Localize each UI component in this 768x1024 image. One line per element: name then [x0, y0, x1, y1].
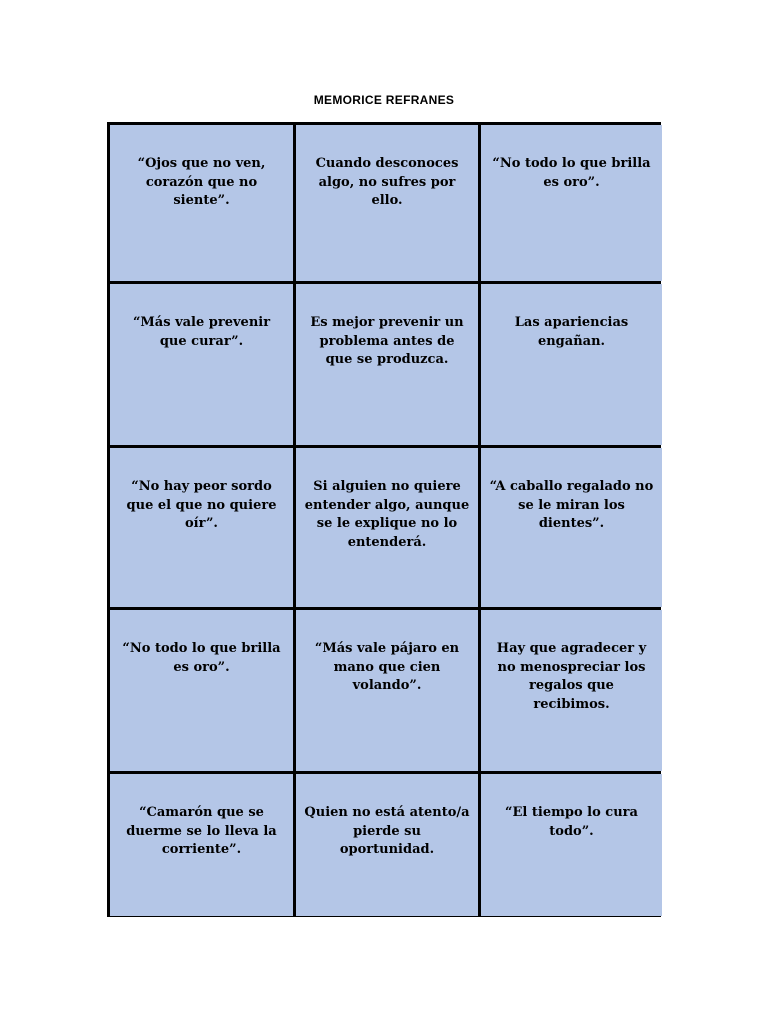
card-text: “Más vale pájaro en mano que cien volando”.: [314, 641, 460, 693]
card-text: Quien no está atento/a pierde su oportunidad.: [304, 805, 470, 857]
card-text: “No todo lo que brilla es oro”.: [122, 641, 281, 675]
card-text: “Ojos que no ven, corazón que no siente”.: [137, 156, 266, 208]
card: [481, 448, 662, 607]
card: [481, 284, 662, 445]
card: [296, 448, 478, 607]
card: [296, 125, 478, 281]
card: [296, 284, 478, 445]
card-grid: [107, 122, 661, 917]
card: [110, 774, 293, 916]
page-title: MEMORICE REFRANES: [313, 93, 455, 107]
card: [481, 125, 662, 281]
card: [481, 774, 662, 916]
card: [296, 610, 478, 771]
card: [110, 448, 293, 607]
card-text: “Más vale prevenir que curar”.: [132, 315, 271, 349]
card-text: “No todo lo que brilla es oro”.: [492, 156, 651, 190]
card: [110, 125, 293, 281]
card-text: “No hay peor sordo que el que no quiere oír”.: [126, 479, 277, 531]
card: [481, 610, 662, 771]
card-text: Hay que agradecer y no menospreciar los regalos que recibimos.: [496, 641, 647, 712]
card-text: Las apariencias engañan.: [514, 315, 629, 349]
card: [110, 610, 293, 771]
card-text: Es mejor prevenir un problema antes de que se produzca.: [310, 315, 464, 367]
card: [296, 774, 478, 916]
card-text: Cuando desconoces algo, no sufres por ello.: [315, 156, 459, 208]
card: [110, 284, 293, 445]
card-text: “A caballo regalado no se le miran los dientes”.: [489, 479, 654, 531]
card-text: “El tiempo lo cura todo”.: [505, 805, 638, 839]
card-text: Si alguien no quiere entender algo, aunque se le explique no lo entenderá.: [304, 479, 470, 550]
card-text: “Camarón que se duerme se lo lleva la corriente”.: [126, 805, 277, 857]
